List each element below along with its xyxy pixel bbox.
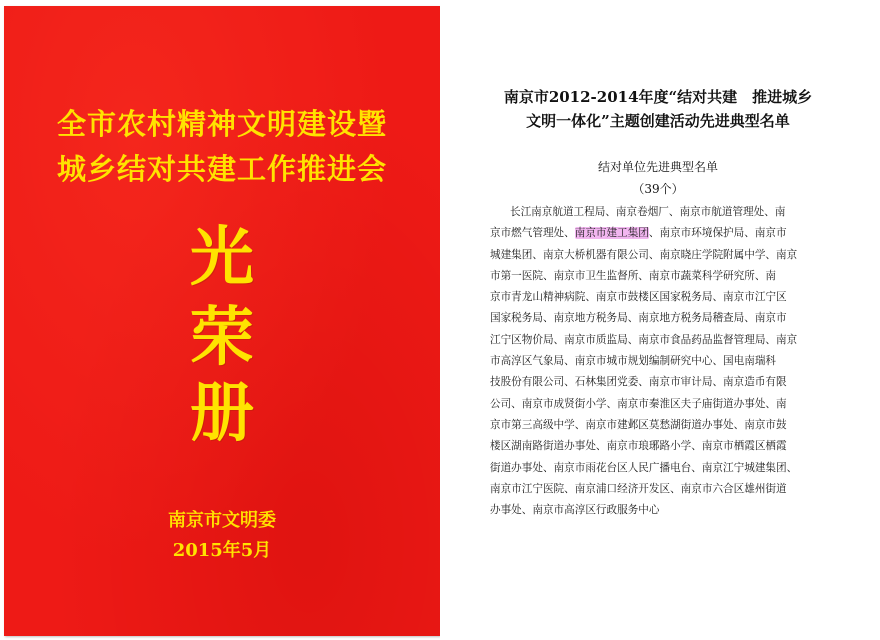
list-line-text: 市第一医院、南京市卫生监督所、南京市蔬菜科学研究所、南 (490, 269, 777, 282)
list-line-text: 办事处、南京市高淳区行政服务中心 (490, 504, 660, 517)
list-line (490, 308, 820, 329)
cover-big-character-2: 荣 (190, 300, 254, 375)
list-line (490, 500, 820, 521)
highlighted-unit-name: 南京市建工集团 (574, 227, 649, 240)
list-line-text: 江宁区物价局、南京市质监局、南京市食品药品监督管理局、南京 (490, 333, 798, 346)
cover-big-character-3: 册 (190, 376, 254, 451)
list-line-text: 京市燃气管理处、 (490, 227, 575, 240)
list-line-text: 京市第三高级中学、南京市建邺区莫愁湖街道办事处、南京市鼓 (490, 418, 787, 431)
list-line (490, 415, 820, 436)
list-line (490, 394, 820, 415)
list-line-text: 楼区湖南路街道办事处、南京市琅琊路小学、南京市栖霞区栖霞 (490, 440, 787, 453)
list-line (490, 245, 820, 266)
list-line-text: 公司、南京市成贤街小学、南京市秦淮区夫子庙街道办事处、南 (490, 397, 787, 410)
list-line (490, 351, 820, 372)
cover-title-line-2: 城乡结对共建工作推进会 (56, 152, 387, 186)
list-line (490, 479, 820, 500)
cover-big-character-1: 光 (190, 220, 254, 295)
document-count: （39个） (632, 182, 684, 196)
document-heading-line-2: 文明一体化”主题创建活动先进典型名单 (526, 112, 790, 130)
cover-issuer: 南京市文明委 (168, 510, 276, 531)
list-line-text: 市高淳区气象局、南京市城市规划编制研究中心、国电南瑞科 (490, 355, 777, 368)
list-line-text: 城建集团、南京大桥机器有限公司、南京晓庄学院附属中学、南京 (490, 248, 798, 261)
unit-list (490, 202, 820, 521)
document-page (440, 0, 876, 640)
list-line-text: 国家税务局、南京地方税务局、南京地方税务局稽查局、南京市 (490, 312, 787, 325)
cover-date: 2015年5月 (172, 540, 272, 561)
list-line-text: 京市青龙山精神病院、南京市鼓楼区国家税务局、南京市江宁区 (490, 291, 787, 304)
document-subtitle: 结对单位先进典型名单 (597, 160, 718, 174)
list-line (490, 372, 820, 393)
cover-title-line-1: 全市农村精神文明建设暨 (56, 107, 387, 141)
list-line-text: 街道办事处、南京市雨花台区人民广播电台、南京江宁城建集团、 (490, 461, 798, 474)
list-line (490, 287, 820, 308)
list-line (490, 458, 820, 479)
list-line-text: 技股份有限公司、石林集团党委、南京市审计局、南京造币有限 (490, 376, 787, 389)
list-line (490, 223, 820, 244)
document-heading-line-1: 南京市2012-2014年度“结对共建 推进城乡 (503, 88, 813, 106)
list-line-text: 南京市江宁医院、南京浦口经济开发区、南京市六合区雄州街道 (490, 482, 787, 495)
list-line (490, 202, 820, 223)
list-line (490, 266, 820, 287)
list-line-text: 、南京市环境保护局、南京市 (648, 227, 787, 240)
honor-roll-cover (4, 6, 440, 636)
list-line-text: 长江南京航道工程局、南京卷烟厂、南京市航道管理处、南 (510, 206, 786, 218)
list-line (490, 436, 820, 457)
list-line (490, 330, 820, 351)
